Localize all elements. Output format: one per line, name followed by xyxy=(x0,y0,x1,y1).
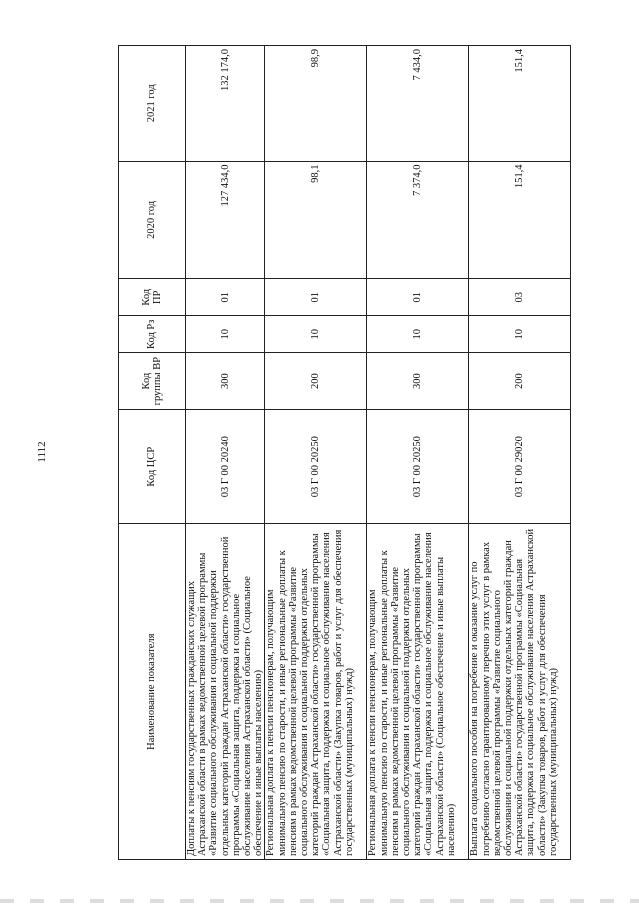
header-pr: Код ПР xyxy=(119,279,186,316)
row-pr: 01 xyxy=(367,279,469,316)
row-name: Региональная доплата к пенсии пенсионерам, получающим минимальную пенсию по старости, и иные региональные доплаты к пенсиям в рамках ведомственной целевой программы «Развитие социального обслуживания и социальной поддержки отдельных категорий граждан Астраханской области» государственной программы «Социальная защита, поддержка и социальное обслуживание населения Астраханской области» (Социальное обеспечение и иные выплаты населению) xyxy=(367,524,469,860)
header-vr: Код группы ВР xyxy=(119,353,186,410)
page-number: 1112 xyxy=(36,441,48,463)
row-rz: 10 xyxy=(469,316,571,353)
row-2020: 98,1 xyxy=(265,161,367,279)
row-vr: 300 xyxy=(186,353,265,410)
header-rz: Код Рз xyxy=(119,316,186,353)
row-csr: 03 Г 00 20250 xyxy=(367,409,469,523)
table-header-row xyxy=(119,46,186,860)
row-csr: 03 Г 00 20240 xyxy=(186,409,265,523)
rotated-table-container xyxy=(118,45,559,860)
row-csr: 03 Г 00 20250 xyxy=(265,409,367,523)
row-2021: 132 174,0 xyxy=(186,46,265,162)
table-row xyxy=(469,46,571,860)
header-name: Наименование показателя xyxy=(119,524,186,860)
row-2021: 151,4 xyxy=(469,46,571,162)
table-row xyxy=(265,46,367,860)
row-csr: 03 Г 00 29020 xyxy=(469,409,571,523)
header-2021: 2021 год xyxy=(119,46,186,162)
row-vr: 200 xyxy=(469,353,571,410)
row-name: Региональная доплата к пенсии пенсионерам, получающим минимальную пенсию по старости, и иные региональные доплаты к пенсиям в рамках ведомственной целевой программы «Развитие социального обслуживания и социальной поддержки отдельных категорий граждан Астраханской области» государственной программы «Социальная защита, поддержка и социальное обслуживание населения Астраханской области» (Закупка товаров, работ и услуг для обеспечения государственных (муниципальных) нужд) xyxy=(265,524,367,860)
row-pr: 01 xyxy=(186,279,265,316)
scan-edge-artifact xyxy=(0,899,639,903)
row-vr: 200 xyxy=(265,353,367,410)
row-rz: 10 xyxy=(367,316,469,353)
table-row xyxy=(186,46,265,860)
row-2021: 98,9 xyxy=(265,46,367,162)
header-2020: 2020 год xyxy=(119,161,186,279)
row-pr: 01 xyxy=(265,279,367,316)
row-pr: 03 xyxy=(469,279,571,316)
row-2020: 7 374,0 xyxy=(367,161,469,279)
budget-table xyxy=(118,45,571,860)
header-csr: Код ЦСР xyxy=(119,409,186,523)
row-2020: 127 434,0 xyxy=(186,161,265,279)
row-2021: 7 434,0 xyxy=(367,46,469,162)
row-rz: 10 xyxy=(186,316,265,353)
table-row xyxy=(367,46,469,860)
row-name: Выплата социального пособия на погребение и оказание услуг по погребению согласно гарантированному перечню этих услуг в рамках ведомственной целевой программы «Развитие социального обслуживания и социальной поддержки отдельных категорий граждан Астраханской области» государственной программы «Социальная защита, поддержка и социальное обслуживание населения Астраханской области» (Закупка товаров, работ и услуг для обеспечения государственных (муниципальных) нужд) xyxy=(469,524,571,860)
row-2020: 151,4 xyxy=(469,161,571,279)
row-vr: 300 xyxy=(367,353,469,410)
row-name: Доплаты к пенсиям государственных гражданских служащих Астраханской области в рамках ведомственной целевой программы «Развитие социального обслуживания и социальной поддержки отдельных категорий граждан Астраханской области» государственной программы «Социальная защита, поддержка и социальное обслуживание населения Астраханской области» (Социальное обеспечение и иные выплаты населению) xyxy=(186,524,265,860)
row-rz: 10 xyxy=(265,316,367,353)
